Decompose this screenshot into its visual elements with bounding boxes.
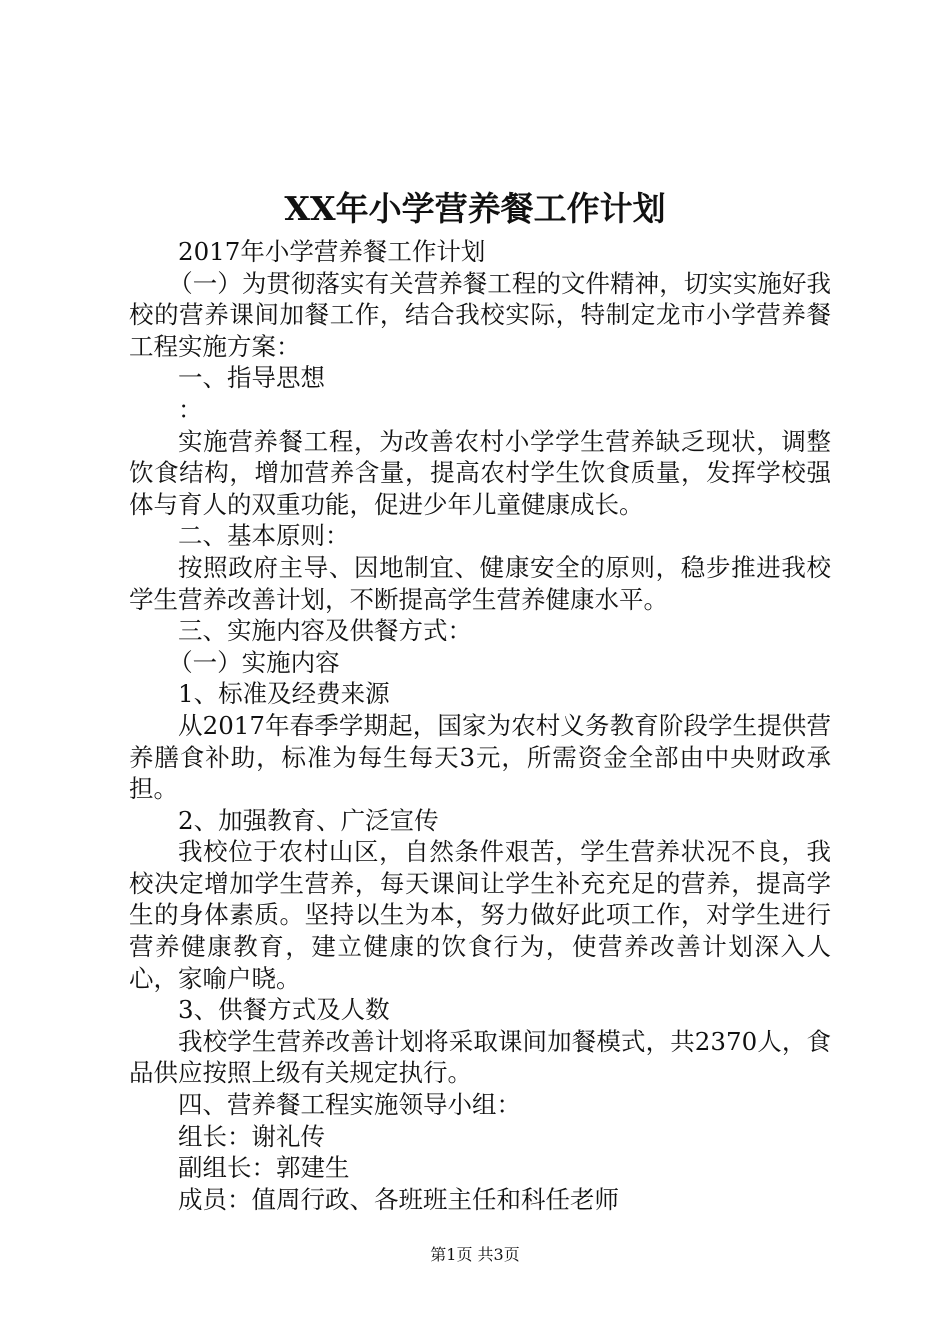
document-title: XX年小学营养餐工作计划 [284,189,666,228]
paragraph-deputy-leader: 副组长：郭建生 [178,1153,350,1183]
paragraph-meal-method: 我校学生营养改善计划将采取课间加餐模式，共2370人，食品供应按照上级有关规定执行。 [129,1026,831,1088]
heading-implementation-content: （一）实施内容 [168,647,340,677]
paragraph-intro: （一）为贯彻落实有关营养餐工程的文件精神，切实实施好我校的营养课间加餐工作，结合我校实际，特制定龙市小学营养餐工程实施方案： [129,268,831,361]
paragraph-group-leader: 组长：谢礼传 [178,1121,325,1151]
paragraph-guiding-thought: 实施营养餐工程，为改善农村小学学生营养缺乏现状，调整饮食结构，增加营养含量，提高农村学生饮食质量，发挥学校强体与育人的双重功能，促进少年儿童健康成长。 [129,426,831,519]
heading-basic-principles: 二、基本原则： [178,521,350,551]
heading-education-publicity: 2、加强教育、广泛宣传 [178,805,439,835]
heading-implementation: 三、实施内容及供餐方式： [178,616,472,646]
paragraph-education-publicity: 我校位于农村山区，自然条件艰苦，学生营养状况不良，我校决定增加学生营养，每天课间让学生补充充足的营养，提高学生的身体素质。坚持以生为本，努力做好此项工作，对学生进行营养健康教育，建立健康的饮食行为，使营养改善计划深入人心，家喻户晓。 [129,837,831,993]
paragraph-members: 成员：值周行政、各班班主任和科任老师 [178,1184,619,1214]
heading-meal-method: 3、供餐方式及人数 [178,995,390,1025]
heading-leadership-group: 四、营养餐工程实施领导小组： [178,1090,521,1120]
document-body [129,236,831,1215]
heading-standard-funding: 1、标准及经费来源 [178,679,390,709]
paragraph-subtitle: 2017年小学营养餐工作计划 [178,237,486,266]
paragraph-basic-principles: 按照政府主导、因地制宜、健康安全的原则，稳步推进我校学生营养改善计划，不断提高学生营养健康水平。 [129,552,831,614]
page-footer: 第1页 共3页 [430,1245,520,1264]
heading-guiding-thought: 一、指导思想 [178,363,325,393]
paragraph-colon: ： [178,394,203,424]
paragraph-standard-funding: 从2017年春季学期起，国家为农村义务教育阶段学生提供营养膳食补助，标准为每生每天3元，所需资金全部由中央财政承担。 [129,710,831,804]
